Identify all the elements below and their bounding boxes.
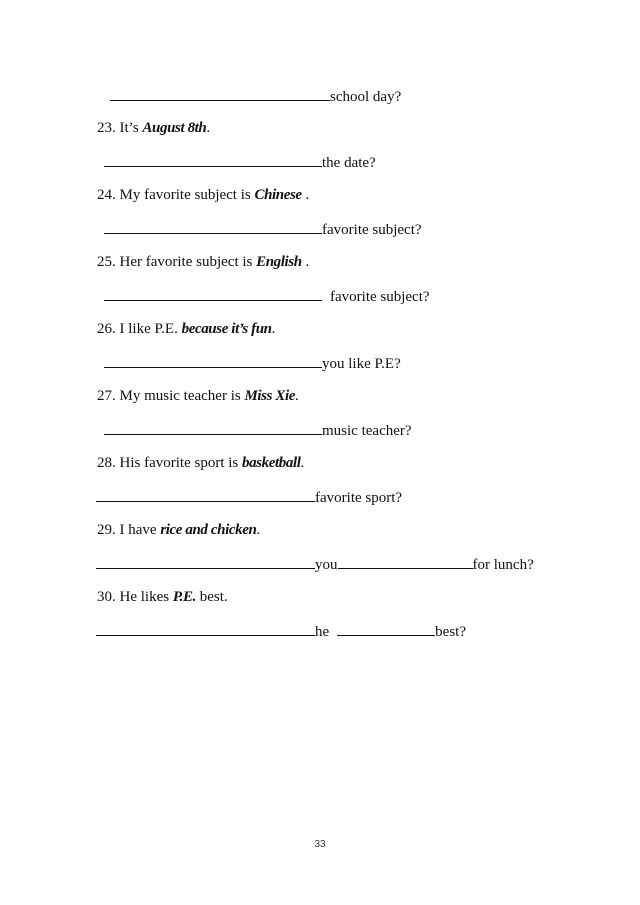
- question-text-end: .: [301, 187, 310, 203]
- question-text: My music teacher is: [119, 388, 245, 404]
- answer-line-22: [110, 86, 401, 107]
- question-number: 25.: [97, 254, 116, 270]
- answer-line-29: [96, 554, 534, 575]
- answer-suffix: for lunch?: [472, 557, 534, 573]
- question-25: [97, 252, 309, 272]
- question-text: My favorite subject is: [119, 187, 255, 203]
- question-30: [97, 587, 228, 607]
- question-28: [97, 453, 304, 473]
- highlighted-phrase: English: [256, 254, 302, 270]
- question-27: [97, 386, 299, 406]
- question-text-end: .: [256, 522, 261, 538]
- question-number: 24.: [97, 187, 116, 203]
- answer-line-23: [104, 152, 376, 173]
- answer-suffix: you like P.E?: [322, 356, 401, 372]
- question-text: It’s: [119, 120, 143, 136]
- question-text: I like P.E.: [119, 321, 182, 337]
- question-text: Her favorite subject is: [119, 254, 257, 270]
- answer-blank[interactable]: [104, 353, 322, 368]
- answer-blank[interactable]: [110, 86, 330, 101]
- question-text-end: .: [206, 120, 211, 136]
- question-23: [97, 118, 210, 138]
- answer-suffix: the date?: [322, 155, 376, 171]
- answer-middle: you: [315, 557, 338, 573]
- answer-line-30: [96, 621, 466, 642]
- highlighted-phrase: August 8th: [142, 120, 207, 136]
- highlighted-phrase: P.E.: [172, 589, 196, 605]
- highlighted-phrase: rice and chicken: [160, 522, 257, 538]
- answer-blank[interactable]: [104, 286, 322, 301]
- answer-suffix: favorite subject?: [330, 289, 430, 305]
- question-29: [97, 520, 260, 540]
- answer-line-27: [104, 420, 412, 441]
- question-number: 28.: [97, 455, 116, 471]
- answer-blank[interactable]: [104, 152, 322, 167]
- question-number: 23.: [97, 120, 116, 136]
- answer-line-26: [104, 353, 401, 374]
- question-number: 30.: [97, 589, 116, 605]
- answer-blank-2[interactable]: [338, 554, 473, 569]
- answer-suffix: favorite subject?: [322, 222, 422, 238]
- question-number: 27.: [97, 388, 116, 404]
- question-24: [97, 185, 309, 205]
- answer-suffix: best?: [435, 624, 466, 640]
- question-text-end: .: [300, 455, 305, 471]
- question-text: I have: [119, 522, 161, 538]
- answer-blank[interactable]: [96, 487, 315, 502]
- highlighted-phrase: basketball: [241, 455, 301, 471]
- highlighted-phrase: Chinese: [254, 187, 302, 203]
- question-text: His favorite sport is: [119, 455, 242, 471]
- answer-line-25: [104, 286, 430, 307]
- answer-suffix: favorite sport?: [315, 490, 403, 506]
- answer-blank[interactable]: [104, 219, 322, 234]
- answer-line-24: [104, 219, 422, 240]
- answer-blank-1[interactable]: [96, 554, 315, 569]
- highlighted-phrase: because it’s fun: [181, 321, 272, 337]
- answer-line-28: [96, 487, 402, 508]
- question-number: 26.: [97, 321, 116, 337]
- answer-suffix: school day?: [330, 89, 402, 105]
- question-text: He likes: [119, 589, 173, 605]
- answer-suffix: music teacher?: [322, 423, 412, 439]
- answer-blank-2[interactable]: [337, 621, 435, 636]
- answer-middle: he: [315, 624, 330, 640]
- answer-blank[interactable]: [104, 420, 322, 435]
- question-26: [97, 319, 275, 339]
- question-number: 29.: [97, 522, 116, 538]
- highlighted-phrase: Miss Xie: [244, 388, 296, 404]
- question-text-end: .: [295, 388, 299, 404]
- question-text-end: .: [271, 321, 276, 337]
- question-text-end: .: [301, 254, 310, 270]
- page-number: 33: [314, 839, 326, 850]
- question-text-end: best.: [195, 589, 228, 605]
- answer-blank-1[interactable]: [96, 621, 315, 636]
